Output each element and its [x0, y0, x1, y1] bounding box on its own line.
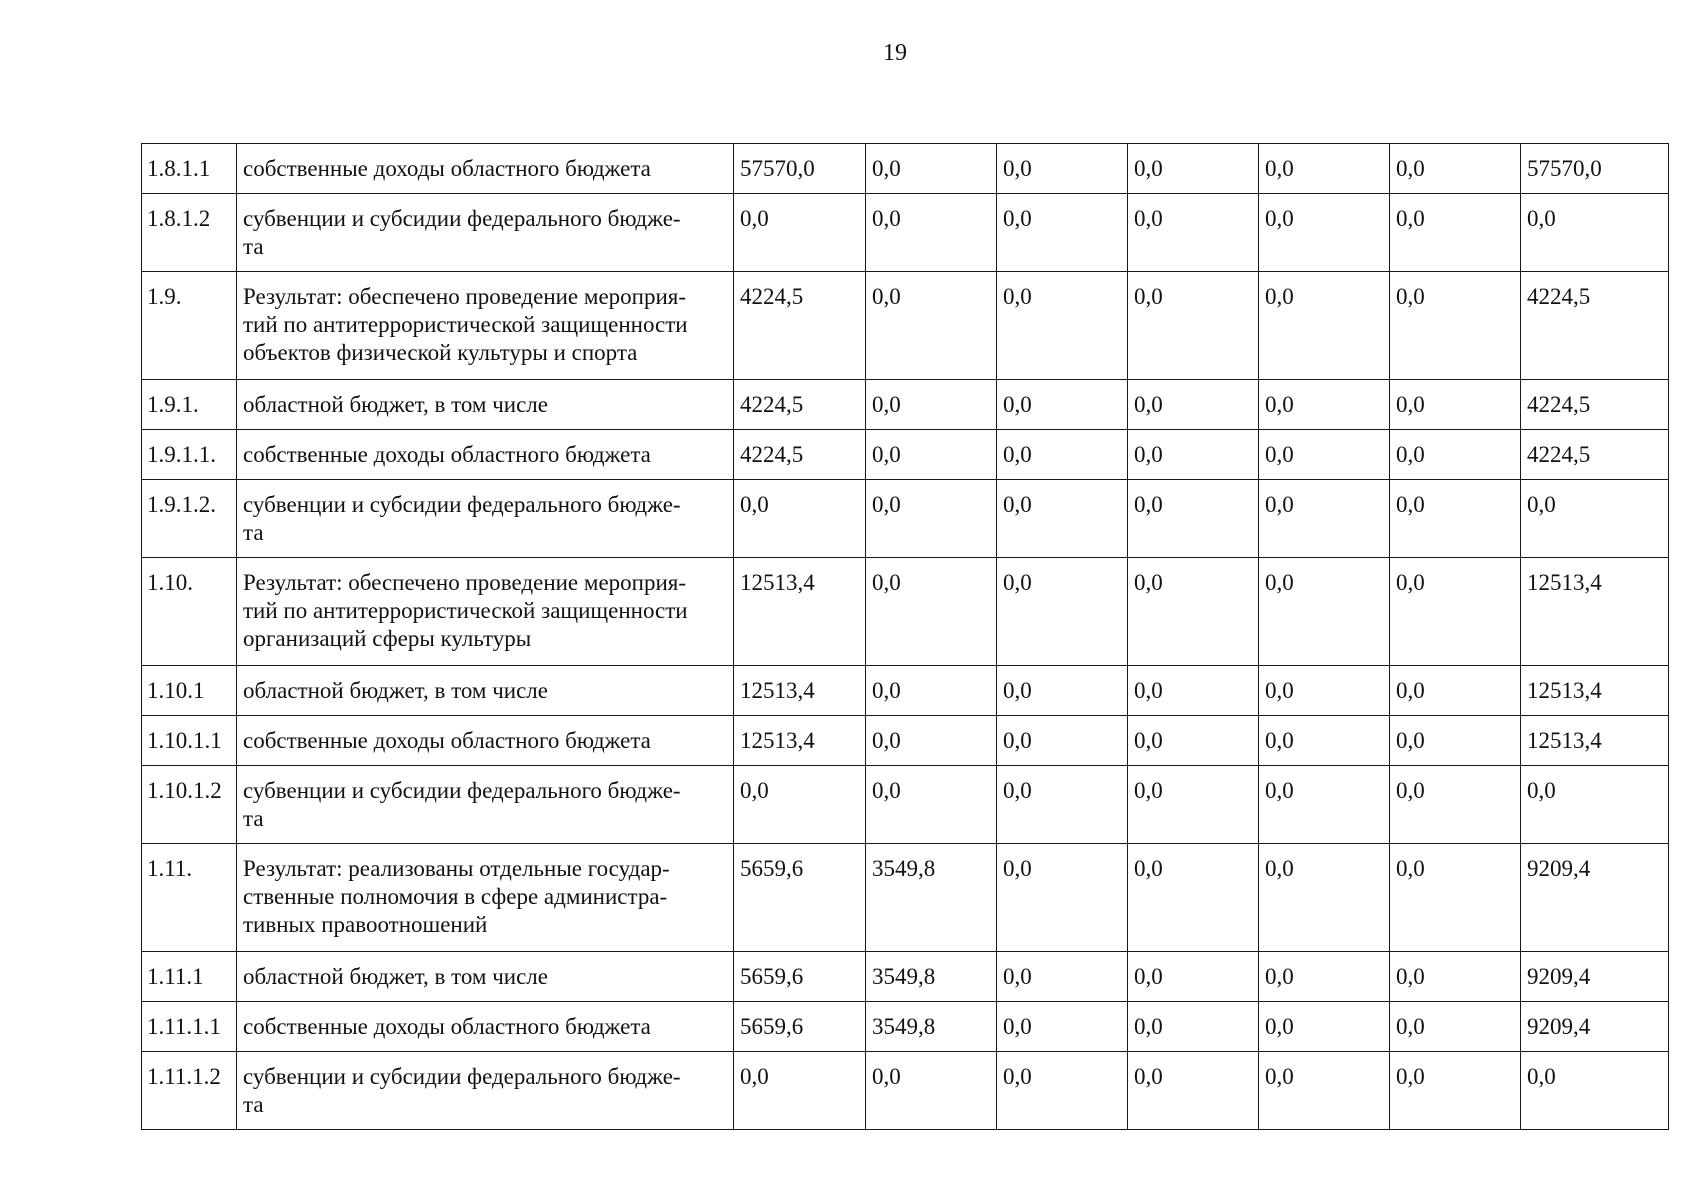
row-value-cell: 0,0: [1390, 1002, 1521, 1052]
row-value-cell: 0,0: [1259, 952, 1390, 1002]
row-value-cell: 0,0: [1390, 766, 1521, 844]
row-value-cell: 0,0: [1521, 480, 1669, 558]
row-code-cell: 1.9.1.2.: [142, 480, 237, 558]
row-code-cell: 1.10.: [142, 558, 237, 666]
row-code-cell: 1.10.1.2: [142, 766, 237, 844]
row-code-cell: 1.11.1.1: [142, 1002, 237, 1052]
row-value-cell: 9209,4: [1521, 952, 1669, 1002]
row-value-cell: 0,0: [866, 430, 997, 480]
row-value-cell: 0,0: [1390, 666, 1521, 716]
row-value-cell: 57570,0: [1521, 144, 1669, 194]
row-value-cell: 0,0: [734, 1052, 866, 1130]
row-value-cell: 0,0: [1390, 844, 1521, 952]
row-value-cell: 0,0: [1128, 430, 1259, 480]
row-value-cell: 0,0: [997, 272, 1128, 380]
row-code-cell: 1.8.1.1: [142, 144, 237, 194]
row-value-cell: 0,0: [1521, 766, 1669, 844]
row-value-cell: 12513,4: [734, 716, 866, 766]
row-value-cell: 0,0: [997, 380, 1128, 430]
row-code-cell: 1.9.1.1.: [142, 430, 237, 480]
row-value-cell: 12513,4: [1521, 558, 1669, 666]
row-value-cell: 0,0: [1390, 952, 1521, 1002]
row-value-cell: 0,0: [997, 1052, 1128, 1130]
row-value-cell: 0,0: [1390, 558, 1521, 666]
row-value-cell: 0,0: [1128, 558, 1259, 666]
row-name-cell: субвенции и субсидии федерального бюдже- та: [237, 1052, 734, 1130]
row-value-cell: 0,0: [997, 194, 1128, 272]
row-value-cell: 0,0: [1259, 558, 1390, 666]
row-value-cell: 0,0: [866, 666, 997, 716]
row-value-cell: 0,0: [997, 716, 1128, 766]
row-value-cell: 0,0: [1390, 430, 1521, 480]
row-name-cell: собственные доходы областного бюджета: [237, 430, 734, 480]
row-value-cell: 9209,4: [1521, 1002, 1669, 1052]
row-value-cell: 0,0: [866, 380, 997, 430]
table-row: [142, 558, 1669, 666]
row-value-cell: 0,0: [866, 144, 997, 194]
table-row: [142, 1002, 1669, 1052]
row-name-cell: областной бюджет, в том числе: [237, 952, 734, 1002]
row-code-cell: 1.11.: [142, 844, 237, 952]
page-number: 19: [883, 40, 907, 66]
row-value-cell: 57570,0: [734, 144, 866, 194]
row-code-cell: 1.9.1.: [142, 380, 237, 430]
row-value-cell: 0,0: [1259, 844, 1390, 952]
row-value-cell: 12513,4: [1521, 716, 1669, 766]
row-name-cell: собственные доходы областного бюджета: [237, 716, 734, 766]
table-row: [142, 380, 1669, 430]
row-value-cell: 0,0: [1390, 144, 1521, 194]
row-value-cell: 4224,5: [734, 380, 866, 430]
row-code-cell: 1.11.1: [142, 952, 237, 1002]
row-value-cell: 0,0: [997, 558, 1128, 666]
row-value-cell: 0,0: [1128, 194, 1259, 272]
row-value-cell: 5659,6: [734, 952, 866, 1002]
table-row: [142, 844, 1669, 952]
row-value-cell: 3549,8: [866, 1002, 997, 1052]
table-row: [142, 430, 1669, 480]
row-name-cell: Результат: реализованы отдельные государ- ственные полномочия в сфере администра- тивных правоотношений: [237, 844, 734, 952]
table-row: [142, 716, 1669, 766]
row-value-cell: 0,0: [734, 194, 866, 272]
row-value-cell: 0,0: [1390, 1052, 1521, 1130]
row-value-cell: 0,0: [1259, 430, 1390, 480]
table-body: [142, 144, 1669, 1130]
table-row: [142, 272, 1669, 380]
row-value-cell: 4224,5: [1521, 430, 1669, 480]
row-value-cell: 0,0: [866, 558, 997, 666]
row-name-cell: субвенции и субсидии федерального бюдже- та: [237, 194, 734, 272]
row-value-cell: 0,0: [1259, 380, 1390, 430]
row-value-cell: 0,0: [1259, 766, 1390, 844]
row-value-cell: 0,0: [1259, 1002, 1390, 1052]
row-value-cell: 9209,4: [1521, 844, 1669, 952]
row-value-cell: 0,0: [997, 1002, 1128, 1052]
row-name-cell: Результат: обеспечено проведение мероприя- тий по антитеррористической защищенности организаций сферы культуры: [237, 558, 734, 666]
row-value-cell: 0,0: [1390, 272, 1521, 380]
row-value-cell: 0,0: [1128, 1052, 1259, 1130]
table-row: [142, 480, 1669, 558]
row-value-cell: 0,0: [997, 766, 1128, 844]
row-code-cell: 1.9.: [142, 272, 237, 380]
row-value-cell: 4224,5: [1521, 272, 1669, 380]
row-value-cell: 0,0: [866, 766, 997, 844]
row-name-cell: областной бюджет, в том числе: [237, 666, 734, 716]
row-value-cell: 4224,5: [1521, 380, 1669, 430]
row-value-cell: 0,0: [1390, 380, 1521, 430]
table-row: [142, 1052, 1669, 1130]
row-value-cell: 0,0: [866, 1052, 997, 1130]
row-value-cell: 12513,4: [734, 666, 866, 716]
row-value-cell: 0,0: [1259, 480, 1390, 558]
row-value-cell: 12513,4: [1521, 666, 1669, 716]
row-value-cell: 0,0: [1259, 144, 1390, 194]
row-value-cell: 0,0: [997, 952, 1128, 1002]
row-value-cell: 12513,4: [734, 558, 866, 666]
row-value-cell: 0,0: [1128, 666, 1259, 716]
row-value-cell: 3549,8: [866, 844, 997, 952]
table-row: [142, 144, 1669, 194]
row-value-cell: 0,0: [1521, 1052, 1669, 1130]
row-value-cell: 0,0: [1390, 480, 1521, 558]
row-value-cell: 0,0: [997, 480, 1128, 558]
row-value-cell: 0,0: [1259, 716, 1390, 766]
row-value-cell: 0,0: [1128, 952, 1259, 1002]
row-value-cell: 0,0: [866, 272, 997, 380]
table-row: [142, 194, 1669, 272]
row-value-cell: 0,0: [866, 716, 997, 766]
table-row: [142, 952, 1669, 1002]
row-value-cell: 0,0: [1128, 766, 1259, 844]
row-value-cell: 0,0: [866, 480, 997, 558]
row-value-cell: 0,0: [1128, 272, 1259, 380]
row-value-cell: 0,0: [866, 194, 997, 272]
row-value-cell: 0,0: [1259, 272, 1390, 380]
row-value-cell: 0,0: [1521, 194, 1669, 272]
row-value-cell: 0,0: [1128, 716, 1259, 766]
row-value-cell: 4224,5: [734, 272, 866, 380]
row-value-cell: 0,0: [1259, 1052, 1390, 1130]
row-value-cell: 0,0: [997, 844, 1128, 952]
row-value-cell: 0,0: [1128, 480, 1259, 558]
row-value-cell: 0,0: [1390, 194, 1521, 272]
row-value-cell: 0,0: [1128, 1002, 1259, 1052]
row-code-cell: 1.10.1.1: [142, 716, 237, 766]
row-value-cell: 3549,8: [866, 952, 997, 1002]
row-name-cell: Результат: обеспечено проведение мероприя- тий по антитеррористической защищенности объектов физической культуры и спорта: [237, 272, 734, 380]
row-code-cell: 1.10.1: [142, 666, 237, 716]
table-row: [142, 666, 1669, 716]
row-value-cell: 0,0: [734, 480, 866, 558]
row-code-cell: 1.8.1.2: [142, 194, 237, 272]
row-value-cell: 5659,6: [734, 1002, 866, 1052]
row-value-cell: 0,0: [997, 666, 1128, 716]
row-value-cell: 0,0: [1128, 380, 1259, 430]
row-name-cell: областной бюджет, в том числе: [237, 380, 734, 430]
budget-table: [141, 143, 1669, 1130]
row-value-cell: 0,0: [1259, 666, 1390, 716]
row-value-cell: 0,0: [997, 430, 1128, 480]
row-name-cell: собственные доходы областного бюджета: [237, 1002, 734, 1052]
row-name-cell: собственные доходы областного бюджета: [237, 144, 734, 194]
row-value-cell: 0,0: [734, 766, 866, 844]
row-value-cell: 5659,6: [734, 844, 866, 952]
row-value-cell: 0,0: [1128, 844, 1259, 952]
row-code-cell: 1.11.1.2: [142, 1052, 237, 1130]
row-value-cell: 0,0: [1390, 716, 1521, 766]
table-row: [142, 766, 1669, 844]
row-name-cell: субвенции и субсидии федерального бюдже- та: [237, 766, 734, 844]
row-value-cell: 4224,5: [734, 430, 866, 480]
row-value-cell: 0,0: [1259, 194, 1390, 272]
row-value-cell: 0,0: [997, 144, 1128, 194]
row-value-cell: 0,0: [1128, 144, 1259, 194]
row-name-cell: субвенции и субсидии федерального бюдже- та: [237, 480, 734, 558]
